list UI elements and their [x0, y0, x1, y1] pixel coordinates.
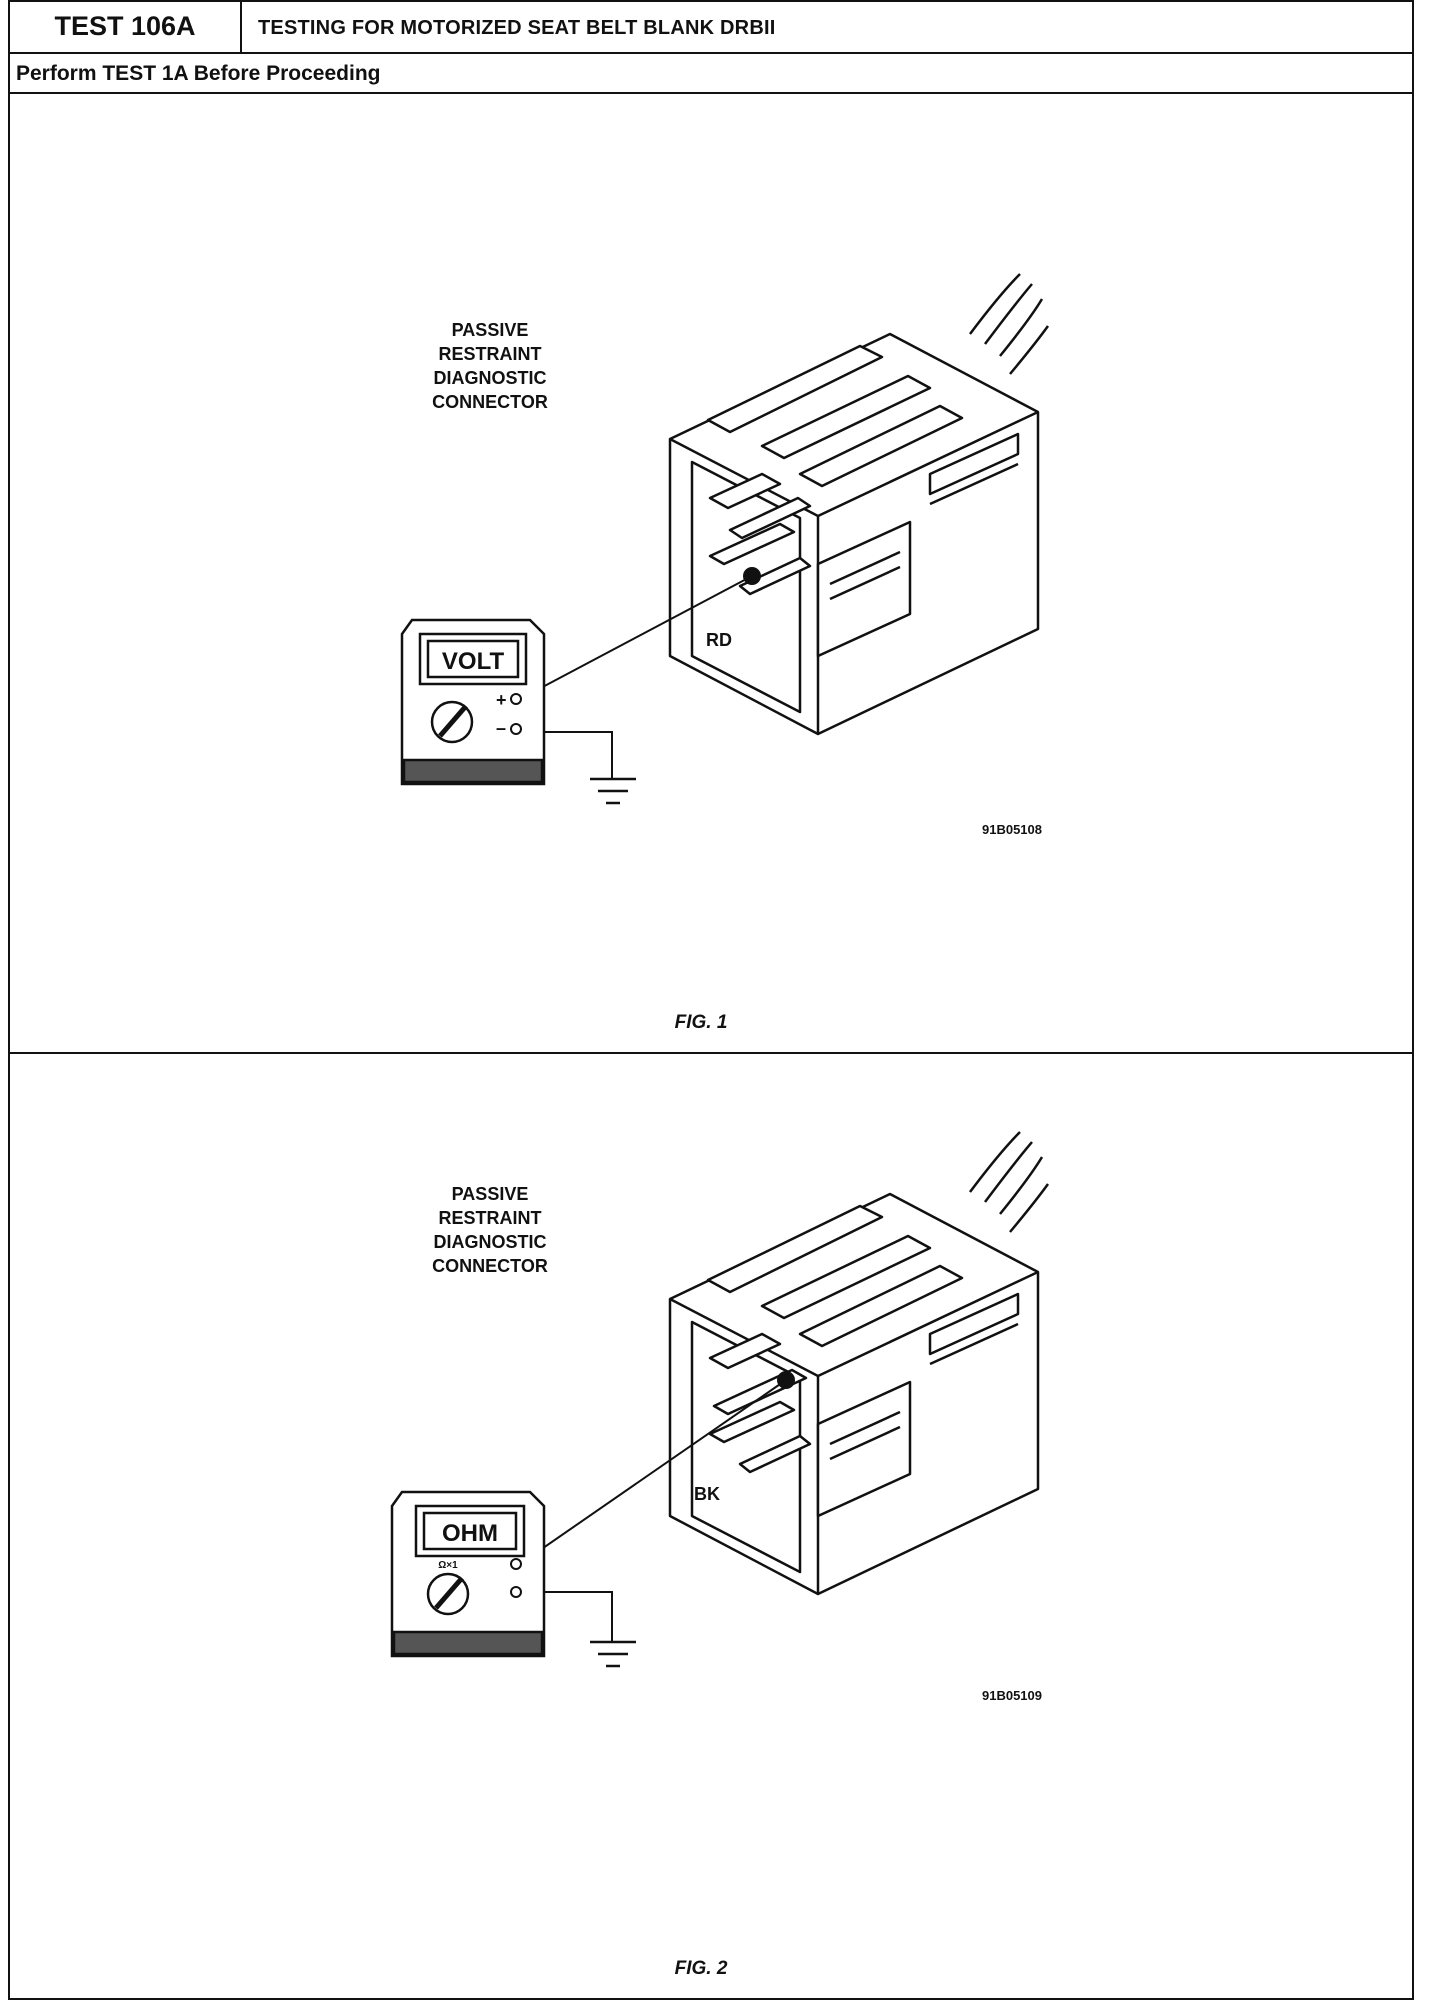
ground-icon	[590, 1642, 636, 1666]
wire-color-label: RD	[706, 630, 732, 650]
figure-2-diagram	[10, 1054, 1412, 2000]
wire-color-label: BK	[694, 1484, 720, 1504]
image-code: 91B05109	[982, 1688, 1042, 1703]
ground-icon	[590, 779, 636, 803]
diagnostic-connector-icon	[670, 274, 1048, 734]
connector-label-line-3: DIAGNOSTIC	[433, 368, 547, 388]
connector-label-line-1: PASSIVE	[451, 320, 529, 340]
diagnostic-connector-icon	[670, 1132, 1048, 1594]
terminal-plus-label: +	[496, 690, 507, 710]
terminal-minus-label: –	[496, 718, 507, 738]
range-label: Ω×1	[438, 1560, 458, 1571]
meter-display: VOLT	[441, 648, 505, 675]
meter-display: OHM	[442, 1520, 498, 1547]
multimeter-icon	[392, 1492, 544, 1656]
connector-label-line-3: DIAGNOSTIC	[433, 1232, 547, 1252]
test-page	[8, 0, 1414, 2000]
connector-label-line-4: CONNECTOR	[432, 392, 548, 412]
test-id: TEST 106A	[10, 2, 242, 52]
minus-jack-icon	[511, 724, 521, 734]
connector-label-line-2: RESTRAINT	[438, 344, 542, 364]
figure-1-panel	[10, 94, 1412, 1054]
prerequisite-note: Perform TEST 1A Before Proceeding	[10, 54, 1412, 94]
connector-label-line-2: RESTRAINT	[438, 1208, 542, 1228]
plus-jack-icon	[511, 694, 521, 704]
figure-1-diagram	[10, 94, 1412, 1054]
connector-label-line-1: PASSIVE	[451, 1184, 529, 1204]
multimeter-icon	[402, 620, 544, 784]
image-code: 91B05108	[982, 822, 1042, 837]
connector-label-line-4: CONNECTOR	[432, 1256, 548, 1276]
plus-jack-icon	[511, 1559, 521, 1569]
figure-caption: FIG. 1	[674, 1012, 728, 1033]
minus-jack-icon	[511, 1587, 521, 1597]
figure-2-panel	[10, 1054, 1412, 2000]
figure-caption: FIG. 2	[674, 1958, 728, 1979]
test-header	[10, 2, 1412, 54]
test-title: TESTING FOR MOTORIZED SEAT BELT BLANK DRBII	[258, 17, 776, 39]
